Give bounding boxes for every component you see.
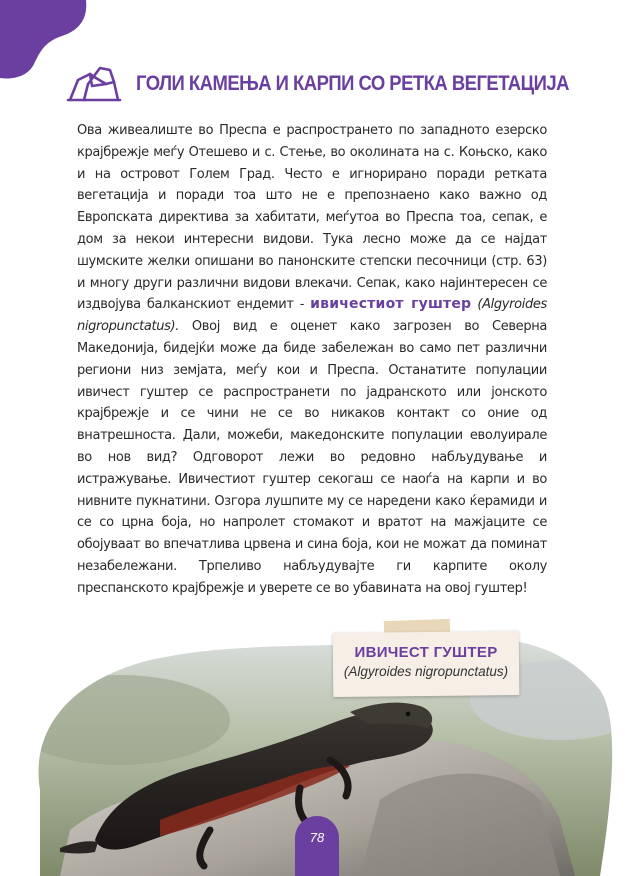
species-latin: (Algyroides nigropunctatus).	[77, 297, 547, 335]
body-text-part2: Овој вид е оценет како загрозен во Северна Македонија, бидејќи може да биде забележан во само пет различни региони низ земјата, меѓу кои и Преспа. Останатите популации ивичест гуштер се распространети по јадранското или јонското крајбрежје и се чини не се во никаков контакт со оние од внатрешноста. Дали, можеби, македонските популации еволуирале во нов вид? Одговорот лежи во редовно набљудување и истражување. Ивичестиот гуштер секогаш се наоѓа на карпи и во нивните пукнатини. Озгора лушпите му се наредени како ќерамиди и се со црна боја, но напролет стомакот и вратот на мажјаците се обојуваат во впечатлива црвена и сина боја, кои не можат да поминат незабележани. Трпеливо набљудувајте ги карпите околу преспанското крајбрежје и уверете се во убавината на овој гуштер!	[77, 319, 547, 596]
photo-label-latin: (Algyroides nigropunctatus)	[343, 664, 509, 679]
photo-label-title: ИВИЧЕСТ ГУШТЕР	[354, 644, 498, 661]
page-number: 78	[309, 830, 325, 845]
body-text-part1: Ова живеалиште во Преспа е распространето по западното езерско крајбрежје меѓу Отешево и с. Стење, во околината на с. Коњско, како и на островот Голем Град. Често е игнорирано поради ретката вегетација и поради тоа што не е препознаено како важно од Европската директива за хабитати, меѓутоа во Преспа тоа, сепак, е дом за некои интересни видови. Тука лесно може да се најдат шумските желки опишани во панонските степски песочници (стр. 63) и многу други различни видови влекачи. Сепак, како најинтересен се издвојува балканскиот ендемит -	[77, 123, 547, 313]
page-title: ГОЛИ КАМЕЊА И КАРПИ СО РЕТКА ВЕГЕТАЦИЈА	[136, 72, 569, 95]
page-number-tab	[295, 816, 339, 876]
species-highlight: ивичестиот гуштер	[310, 296, 472, 313]
